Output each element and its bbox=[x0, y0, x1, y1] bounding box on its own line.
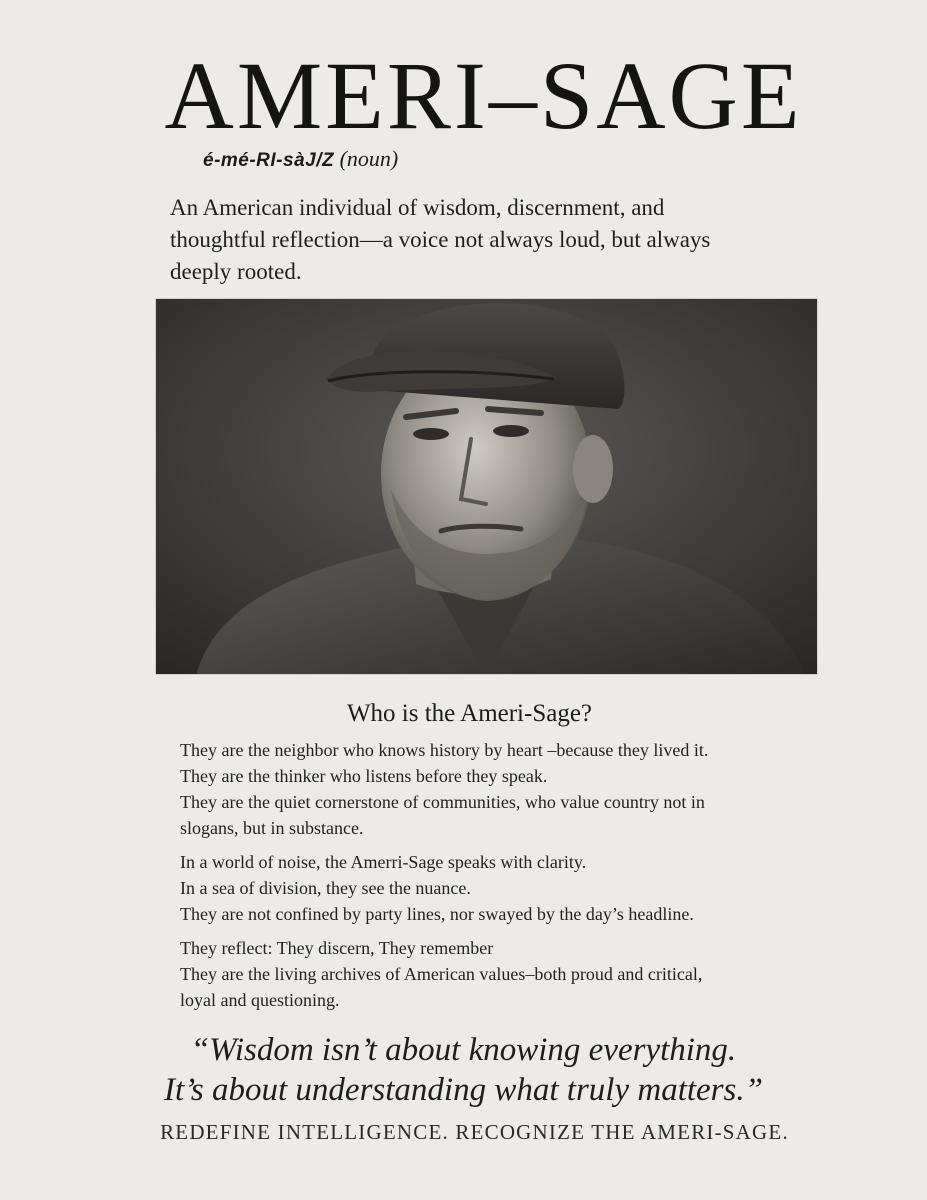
body-line: They are not confined by party lines, nor swayed by the day’s headline. bbox=[180, 904, 694, 924]
portrait-illustration bbox=[156, 299, 818, 675]
body-line: In a world of noise, the Amerri-Sage speaks with clarity. bbox=[180, 852, 587, 872]
phonetic-spelling: é-mé-RI-sàJ/Z bbox=[203, 150, 335, 171]
body-line: They reflect: They discern, They remember bbox=[180, 938, 494, 958]
body-line: They are the neighbor who knows history by heart –because they lived it. bbox=[180, 740, 709, 760]
tagline: REDEFINE INTELLIGENCE. RECOGNIZE THE AMERI-SAGE. bbox=[160, 1120, 789, 1144]
body-line: loyal and questioning. bbox=[180, 990, 340, 1010]
portrait-photo bbox=[155, 298, 818, 675]
section-heading: Who is the Ameri-Sage? bbox=[346, 700, 593, 727]
section-body bbox=[180, 737, 800, 1021]
part-of-speech: (noun) bbox=[339, 146, 399, 171]
paragraph bbox=[180, 935, 800, 1013]
body-line: They are the thinker who listens before they speak. bbox=[180, 766, 548, 786]
definition-line: deeply rooted. bbox=[170, 259, 302, 284]
definition-line: An American individual of wisdom, discernment, and bbox=[170, 195, 665, 220]
page-title: AMERI–SAGE bbox=[164, 42, 803, 149]
pronunciation bbox=[203, 148, 398, 170]
quote-line: “Wisdom isn’t about knowing everything. bbox=[190, 1032, 737, 1068]
body-line: They are the quiet cornerstone of communities, who value country not in bbox=[180, 792, 705, 812]
definition bbox=[170, 192, 810, 288]
body-line: slogans, but in substance. bbox=[180, 818, 364, 838]
pull-quote bbox=[0, 1030, 927, 1110]
body-line: In a sea of division, they see the nuance. bbox=[180, 878, 471, 898]
definition-line: thoughtful reflection—a voice not always loud, but always bbox=[170, 227, 711, 252]
paragraph bbox=[180, 849, 800, 927]
quote-line: It’s about understanding what truly matters.” bbox=[164, 1072, 763, 1108]
body-line: They are the living archives of American values–both proud and critical, bbox=[180, 964, 703, 984]
paragraph bbox=[180, 737, 800, 841]
